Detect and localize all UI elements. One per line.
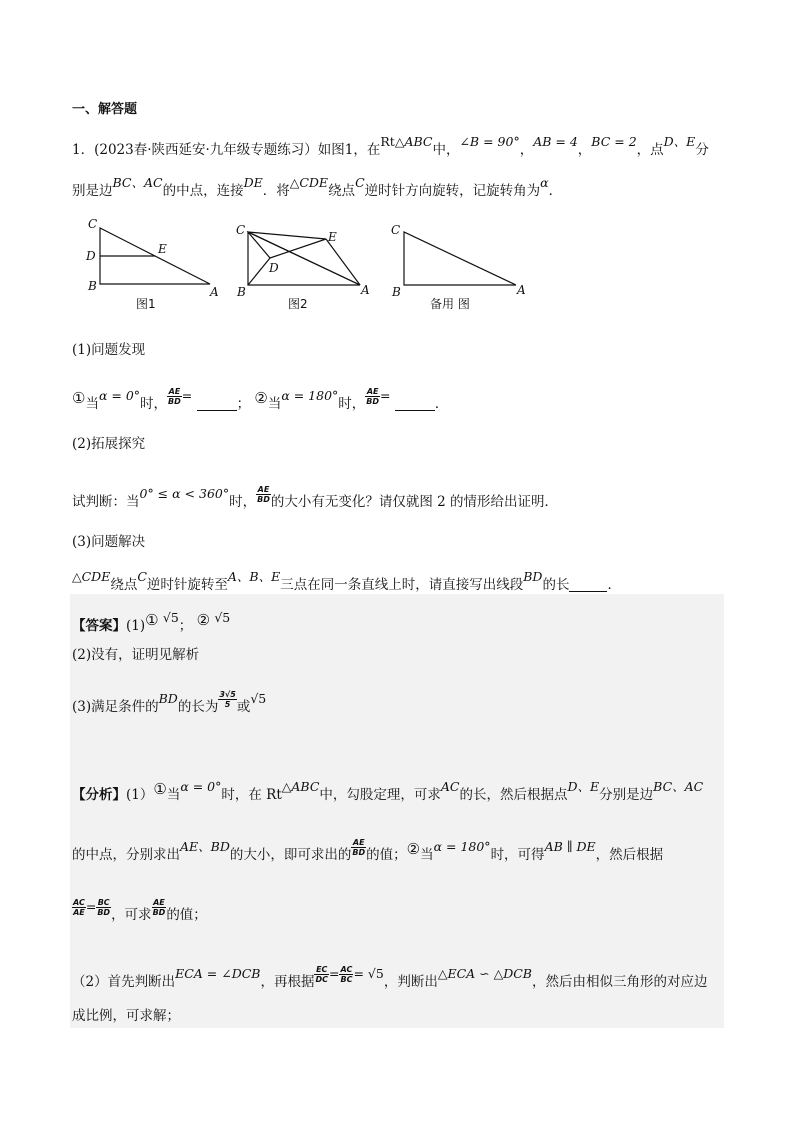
answer-blank-2[interactable] [395,396,435,411]
part2-question [72,485,559,512]
answer-semi: ； [178,618,193,634]
circle-1: ① [72,389,86,407]
answer-line-3 [72,690,267,717]
fig2-segment-ca [248,232,360,285]
analysis-bcac: BC、AC [653,779,704,794]
figures-svg [80,212,540,320]
ab-eq: AB = 4 [533,134,578,149]
text-zhong: 中， [432,142,460,158]
line2-b: 的中点，连接 [162,183,244,199]
analysis-when-2: 当 [420,847,434,863]
fraction-3root5-over-5: $\frac{3√5}{5}$ [219,690,236,709]
fig1-label-a: A [210,285,219,299]
alpha-zero: α = 0° [98,388,141,403]
answer-value-1: √5 [162,610,179,625]
analysis-l2a: 的中点，分别求出 [72,847,180,863]
part2-c: 的大小有无变化？请仅就图 2 的情形给出证明． [270,494,559,510]
text-when: 当 [85,396,99,412]
fig1-label-d: D [86,249,96,263]
analysis-l4c: ，然后由相似三角形的对应边 [531,974,708,990]
point-c: C [355,175,365,190]
analysis-l3a: ，可求 [111,907,152,923]
alpha-180: α = 180° [281,388,339,403]
semicolon: ； [236,396,251,412]
analysis-similar: △ECA ∽ △DCB [437,966,532,981]
sep-2: ， [577,142,592,158]
analysis-b: 中，勾股定理，可求 [319,787,441,803]
analysis-label: 【分析】 [72,787,126,803]
part3-b: 逆时针旋转至 [146,577,228,593]
analysis-line-3 [72,898,207,925]
fig3-triangle-abc [404,232,516,285]
line2-a: 别是边 [72,183,113,199]
points-de: D、E [663,134,696,149]
fig2-label-d: D [269,261,279,275]
line2-d: 绕点 [328,183,356,199]
fig3-label-c: C [391,223,401,237]
analysis-l2b: 的大小，即可求出的 [229,847,352,863]
analysis-alpha-180: α = 180° [433,839,491,854]
analysis-l4b: ，判断出 [383,974,438,990]
segment-de: DE [243,175,263,190]
analysis-de: D、E [567,779,600,794]
part2-b: 时， [229,494,257,510]
figure-spare [391,223,526,311]
part3-d: 三点在同一条直线上时，请直接写出线段 [280,577,524,593]
analysis-l3b: 的值； [166,907,207,923]
answer-3b: 的长为 [177,699,219,715]
fig1-label-e: E [158,242,167,256]
analysis-p2: （2）首先判断出 [72,974,176,990]
analysis-l4a: ，再根据 [260,974,315,990]
analysis-parallel: AB ∥ DE [544,839,596,854]
analysis-c: 的长，然后根据点 [459,787,568,803]
analysis-a: 时，在 Rt [221,787,282,803]
problem-line-2 [72,175,563,199]
figure-2 [236,223,370,311]
text-dian: ，点 [636,142,664,158]
part1-question [72,387,449,414]
analysis-triangle-abc: △ABC [281,779,320,794]
analysis-fraction-bc-bd: $\frac{BC}{BD}$ [97,898,111,917]
answer-line-1 [72,610,231,634]
part2-title: (2)拓展探究 [72,436,146,452]
period: ． [548,183,563,199]
line2-e: 逆时针方向旋转，记旋转角为 [364,183,541,199]
analysis-ac: AC [440,779,460,794]
answer-label: 【答案】 [72,618,126,634]
analysis-line-5: 成比例，可求解； [72,1008,180,1024]
part3-title: (3)问题解决 [72,534,146,550]
analysis-sqrt5: = √5 [353,966,384,981]
fig2-segment-bd [248,258,270,285]
text-shi: 时， [140,396,168,412]
alpha-symbol: α [540,175,549,190]
fig2-label-b: B [237,285,246,299]
fraction-ae-bd-2: $\frac{AE}{BD}$ [366,387,380,406]
line2-c: ．将 [262,183,290,199]
answer-circle-2: ② [196,611,211,629]
problem-line-1 [72,134,709,158]
part3-question [72,569,621,593]
figure-1 [85,217,219,311]
text-fen: 分 [695,142,709,158]
triangle-abc: △ABC [394,134,433,149]
analysis-circle-1: ① [153,780,167,798]
fig2-label-a: A [361,283,370,297]
analysis-fraction-ac-ae: $\frac{AC}{AE}$ [73,898,85,917]
answer-3a: (3)满足条件的 [72,699,159,715]
text-shi-2: 时， [338,396,366,412]
answer-blank-1[interactable] [197,396,237,411]
fraction-ae-bd-3: $\frac{AE}{BD}$ [257,485,270,504]
text-when-2: 当 [267,396,282,412]
fraction-ae-bd: $\frac{AE}{BD}$ [168,387,181,406]
fig2-label-c: C [236,223,246,237]
analysis-p1: (1） [126,787,154,803]
fig2-triangle-cde [248,232,326,258]
fig3-label-a: A [517,283,526,297]
analysis-alpha-zero: α = 0° [180,779,222,794]
equals-2: = [380,388,391,403]
analysis-fraction-ae-bd-2: $\frac{AE}{BD}$ [152,898,166,917]
analysis-l2c: 的值； [366,847,407,863]
triangle-cde: △CDE [289,175,329,190]
fig1-label-c: C [88,217,98,231]
part3-a: 绕点 [110,577,138,593]
fig1-caption: 图1 [136,297,156,311]
part3-e: 的长 [542,577,570,593]
analysis-line-2 [72,838,664,865]
analysis-fraction-ae-bd: $\frac{AE}{BD}$ [352,838,366,857]
alpha-range: 0° ≤ α < 360° [139,486,230,501]
answer-circle-1: ① [145,611,159,629]
angle-b-eq: ∠B = 90° [459,134,520,149]
analysis-d: 分别是边 [599,787,654,803]
analysis-eq-2: = [329,966,340,981]
analysis-aebd: AE、BD [180,839,230,854]
points-abe: A、B、E [227,569,281,584]
sides-bc-ac: BC、AC [112,175,163,190]
fig2-segment-ae [326,239,360,285]
analysis-when: 当 [166,787,181,803]
section-title: 一、解答题 [72,102,138,117]
point-c-2: C [137,569,147,584]
analysis-line-1 [72,779,704,803]
sep-1: ， [519,142,534,158]
answer-bd: BD [158,691,178,706]
fig1-label-b: B [88,279,97,293]
part2-a: 试判断：当 [72,494,140,510]
rt-text: Rt [380,134,395,149]
answer-line-2: (2)没有，证明见解析 [72,647,200,663]
analysis-fraction-ec-dc: $\frac{EC}{DC}$ [315,965,328,984]
fig3-label-b: B [392,285,401,299]
answer-blank-3[interactable] [569,577,607,592]
analysis-l2d: 时，可得 [490,847,545,863]
fig3-caption: 备用 图 [430,297,470,311]
part1-title: (1)问题发现 [72,342,146,358]
analysis-eq-1: = [85,899,97,914]
circle-2: ② [254,389,268,407]
answer-p1: (1) [126,618,146,634]
part1-end: ． [434,396,449,412]
analysis-angles: ECA = ∠DCB [175,966,261,981]
fig2-caption: 图2 [288,297,308,311]
answer-value-2: √5 [214,610,231,625]
analysis-l2e: ，然后根据 [595,847,664,863]
bc-eq: BC = 2 [591,134,637,149]
part3-end: ． [607,577,621,593]
segment-bd: BD [523,569,543,584]
answer-value-3: √5 [250,691,267,706]
analysis-circle-2: ② [406,840,421,858]
triangle-cde-2: △CDE [72,569,111,584]
equals-1: = [181,388,193,403]
analysis-fraction-ac-bc: $\frac{AC}{BC}$ [340,965,353,984]
problem-intro: 1．(2023春·陕西延安·九年级专题练习）如图1，在 [72,142,381,158]
fig2-label-e: E [328,230,337,244]
answer-or: 或 [236,699,251,715]
analysis-line-4 [72,965,708,992]
